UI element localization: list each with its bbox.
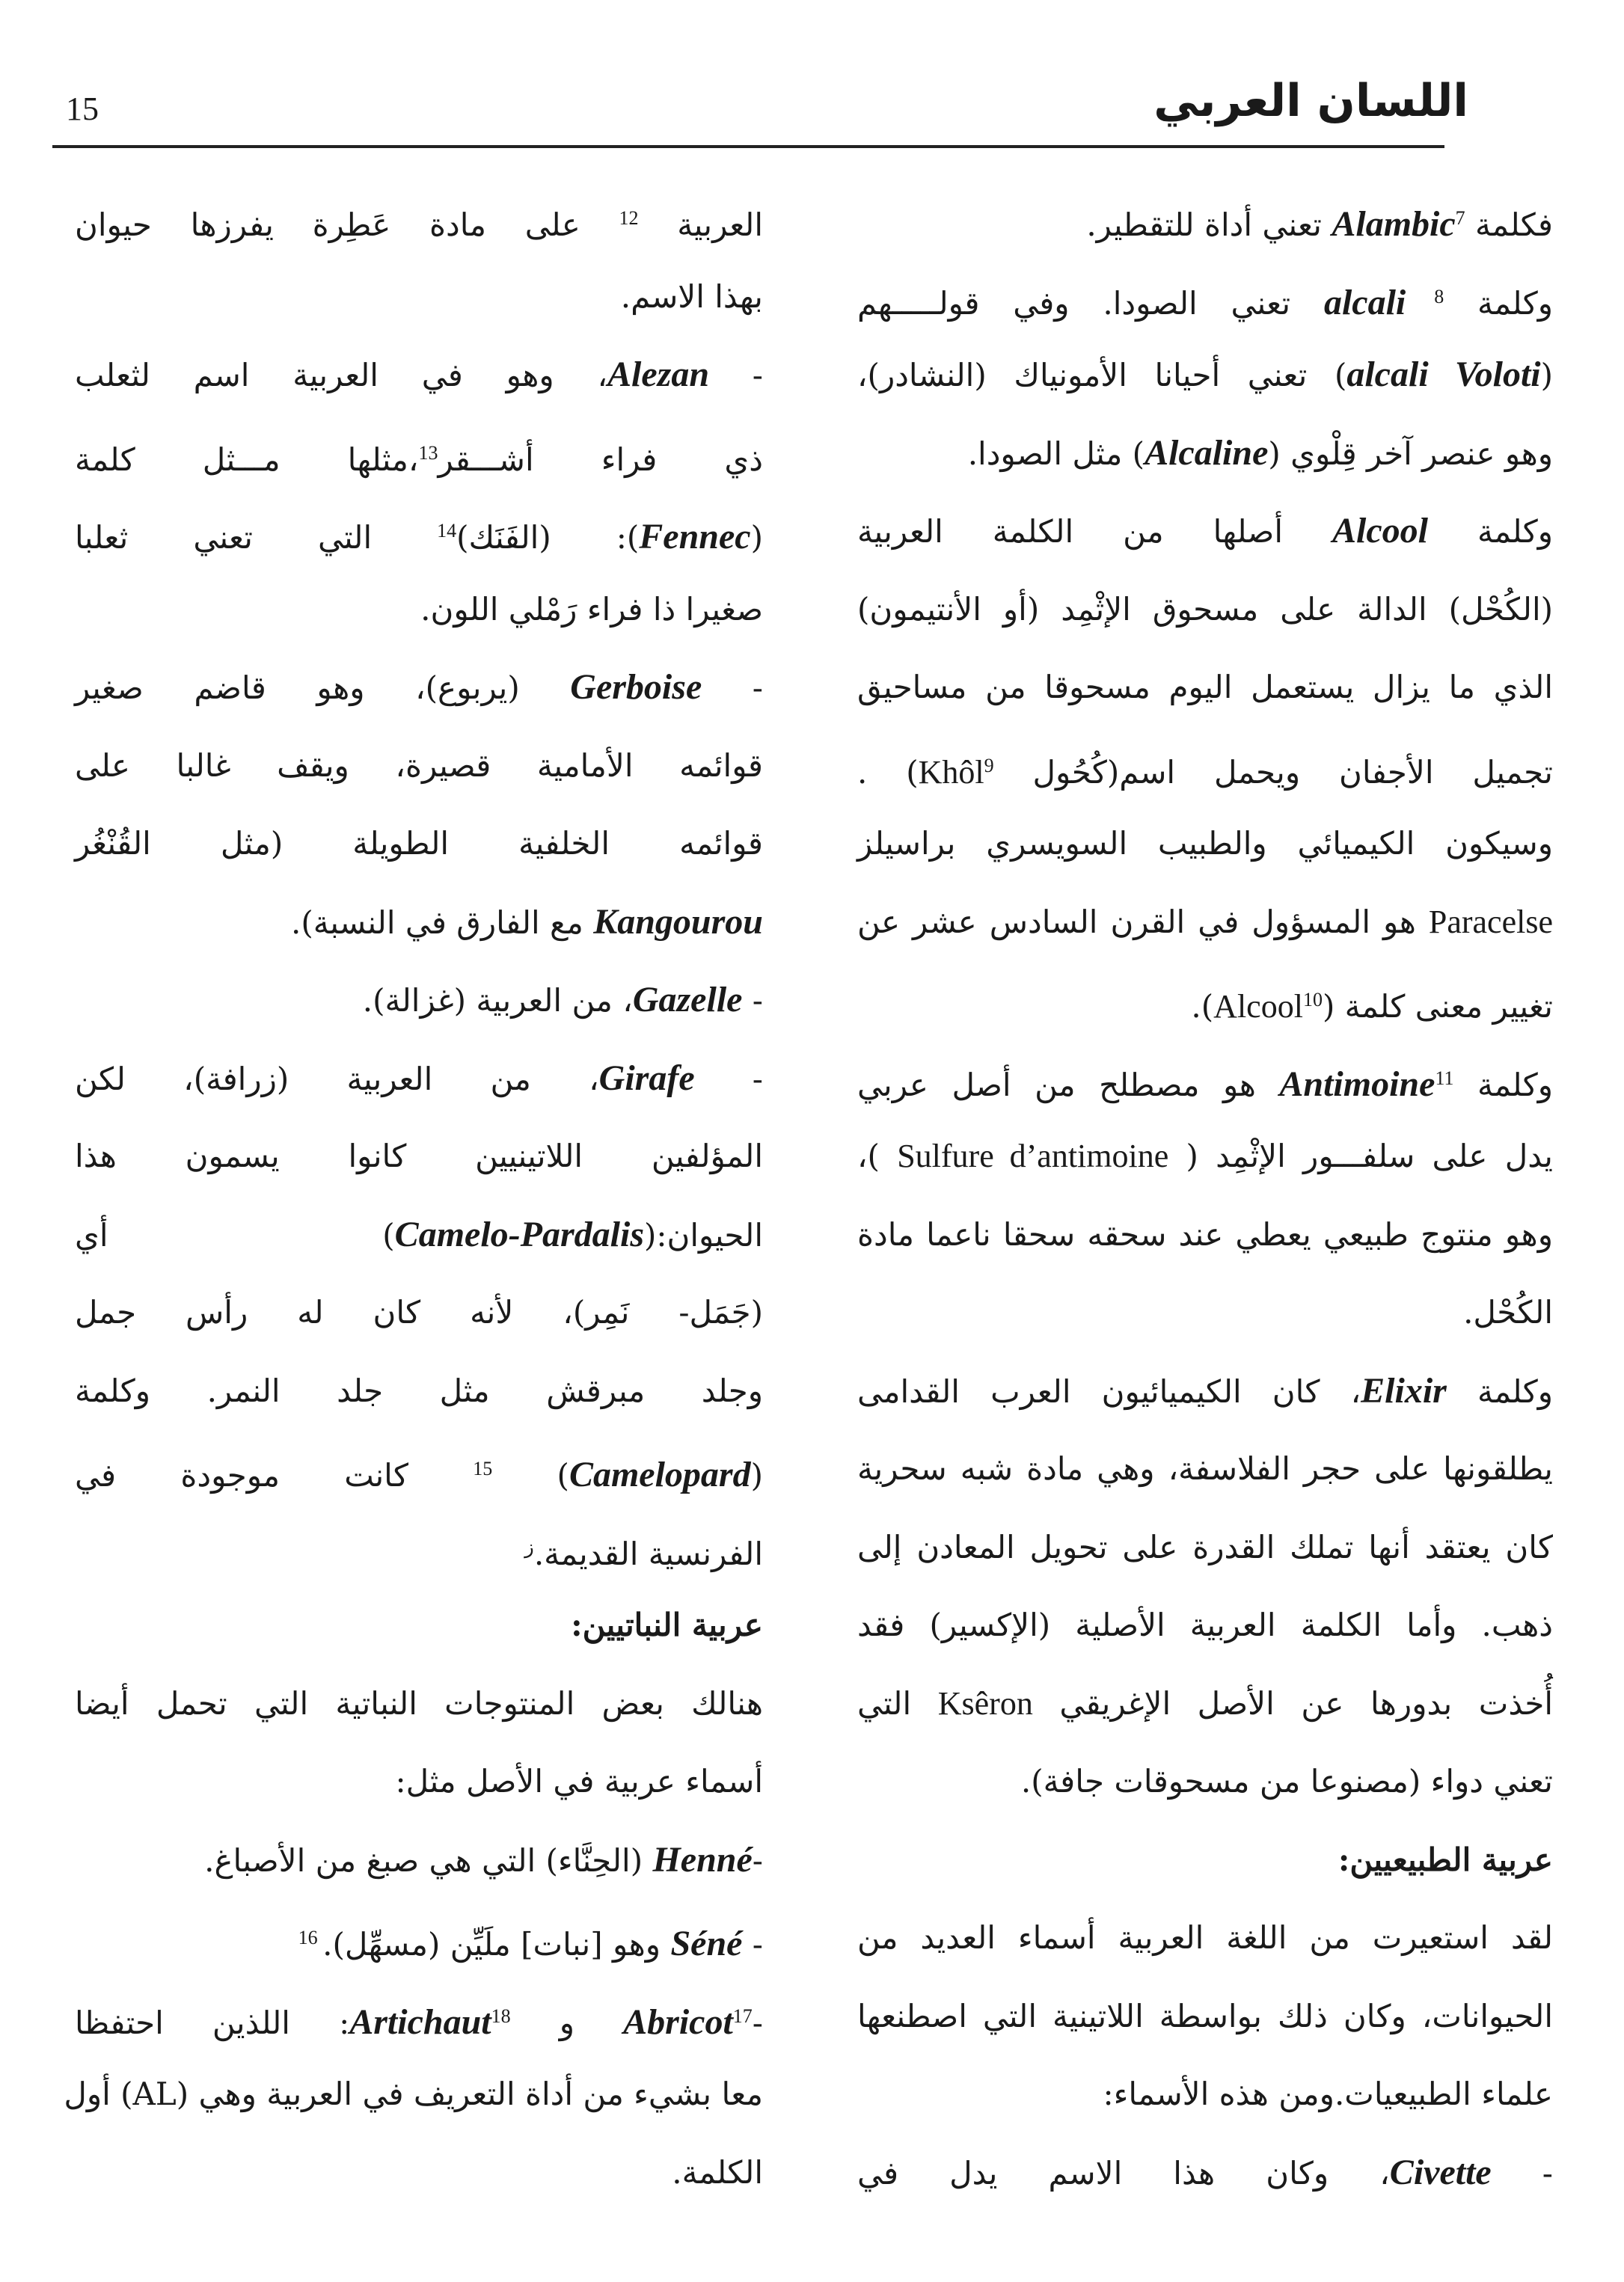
line-text: - (709, 357, 763, 393)
text-line (857, 258, 1553, 337)
line-text: تغيير معنى كلمة ( (1322, 988, 1553, 1025)
line-text: وهو منتوج طبيعي يعطي عند سحقه سحقا ناعما مادة (857, 1215, 1553, 1253)
footnote-ref: 7 (1455, 207, 1465, 229)
line-text: مع الفارق في النسبة). (290, 904, 594, 941)
line-text: وجلد مبرقش مثل جلد النمر. وكلمة (75, 1372, 763, 1409)
line-text: عربية الطبيعيين: (1337, 1841, 1553, 1878)
footnote-ref: 17 (732, 2005, 753, 2027)
latin-term: Alambic (1332, 204, 1456, 244)
text-line (857, 1509, 1553, 1587)
text-line (857, 2134, 1553, 2212)
text-line (857, 1665, 1553, 1743)
line-text: ، وهو في العربية اسم لثعلب (75, 357, 608, 393)
left-column (64, 180, 764, 2212)
footnote-ref: 11 (1435, 1067, 1454, 1089)
line-text: يطلقونها على حجر الفلاسفة، وهي مادة شبه سحرية (857, 1450, 1553, 1487)
text-line (64, 2055, 763, 2134)
line-text: الحيوان:( (644, 1216, 763, 1254)
line-text: (الحِنَّاء) التي هي صبغ من الأصباغ. (204, 1841, 653, 1879)
latin-term: Gazelle (632, 980, 743, 1019)
latin-term: Antimoine (1279, 1064, 1435, 1104)
latin-text: Sulfure d’antimoine (897, 1138, 1169, 1174)
line-text: - (694, 1060, 763, 1097)
page-number: 15 (66, 91, 99, 127)
footnote-ref: 18 (491, 2005, 511, 2027)
line-text: فكلمة (1465, 206, 1553, 243)
line-text: هنالك بعض المنتوجات النباتية التي تحمل أيضا (75, 1684, 763, 1722)
text-line (75, 1509, 763, 1587)
line-text: على مادة عَطِرة يفرزها حيوان (75, 206, 619, 243)
line-text: تعني أداة للتقطير. (1086, 206, 1332, 243)
line-text: وسيكون الكيميائي والطبيب السويسري براسيلز (857, 825, 1553, 862)
latin-term: Girafe (598, 1058, 695, 1098)
line-text: هو المسؤول في القرن السادس عشر عن (857, 903, 1429, 940)
section-heading (75, 1586, 763, 1665)
text-line (857, 1586, 1553, 1665)
text-line (75, 1352, 763, 1431)
latin-term: Artichaut (349, 2002, 491, 2042)
text-line (857, 1352, 1553, 1431)
latin-term: Henné (652, 1839, 753, 1880)
text-line (857, 1978, 1553, 2056)
text-line (75, 1978, 763, 2056)
line-text: ) أي (75, 1216, 395, 1254)
line-text: ( (750, 1457, 763, 1494)
text-line (857, 336, 1553, 414)
journal-title: اللسان العربي (1153, 75, 1468, 127)
line-text: أسماء عربية في الأصل مثل: (395, 1763, 763, 1800)
line-text: الكُحْل. (1463, 1294, 1553, 1331)
line-text: الحيوانات، وكان ذلك بواسطة اللاتينية التي اصطنعها (857, 1997, 1553, 2034)
text-line (75, 805, 763, 883)
text-line (857, 1430, 1553, 1509)
line-text: كان يعتقد أنها تملك القدرة على تحويل المعادن إلى (857, 1528, 1553, 1565)
line-text: تعني دواء (مصنوعا من مسحوقات جافة). (1020, 1763, 1553, 1800)
text-line (75, 336, 763, 414)
line-text: ( (750, 519, 763, 556)
line-text: وهو عنصر آخر قِلْوي ( (1268, 435, 1553, 472)
line-text: ذهب. وأما الكلمة العربية الأصلية (الإكسير) فقد (857, 1607, 1553, 1643)
line-text: وكلمة (1446, 1372, 1553, 1410)
section-heading (857, 1821, 1553, 1900)
line-text: - (1491, 2154, 1553, 2191)
line-text: - (752, 2004, 763, 2041)
line-text: - (742, 982, 763, 1019)
line-text: ، وكان هذا الاسم يدل في (857, 2154, 1390, 2191)
latin-term: Alcaline (1145, 432, 1269, 473)
footnote-ref: 8 (1406, 285, 1444, 307)
line-text: ذي فراء أشـــقر (438, 441, 763, 478)
latin-term: Elixir (1361, 1370, 1447, 1411)
text-line (75, 2134, 763, 2212)
line-text: التي (857, 1684, 938, 1722)
latin-term: Alezan (607, 355, 710, 394)
line-text: هو مصطلح من أصل عربي (857, 1066, 1280, 1103)
footnote-ref: 9 (984, 754, 994, 776)
latin-text: Ksêron (937, 1684, 1033, 1722)
text-line (857, 883, 1553, 962)
line-text: ، من العربية (زرافة)، لكن (75, 1060, 599, 1097)
line-text: ) تعني أحيانا الأمونياك (النشادر)، (857, 357, 1347, 393)
latin-term: alcali (1323, 282, 1406, 322)
line-text: قوائمه الأمامية قصيرة، ويقف غالبا على (75, 746, 763, 784)
line-text: ). (1191, 988, 1214, 1025)
text-line (75, 492, 763, 571)
line-text: )، (857, 1138, 898, 1174)
line-text: ) (492, 1457, 569, 1494)
line-text: الفرنسية القديمة. (533, 1535, 763, 1572)
line-text: كانت موجودة في (75, 1457, 474, 1494)
latin-term: Kangourou (593, 901, 763, 942)
text-line (857, 1274, 1553, 1352)
text-line (857, 2055, 1553, 2134)
text-line (75, 1430, 763, 1509)
text-line (857, 1743, 1553, 1821)
latin-term: Camelo-Pardalis (394, 1214, 644, 1254)
text-line (75, 571, 763, 649)
line-text: وكلمة (1453, 1066, 1553, 1103)
footnote-ref: 12 (619, 207, 639, 229)
text-line (857, 571, 1553, 649)
latin-term: Séné (670, 1924, 743, 1963)
line-text: المؤلفين اللاتينيين كانوا يسمون هذا (75, 1138, 763, 1174)
text-line (75, 727, 763, 806)
text-line (857, 805, 1553, 883)
footnote-ref: 14 (437, 520, 457, 542)
line-text: - (742, 1926, 763, 1963)
text-line (75, 1665, 763, 1743)
text-line (75, 883, 763, 962)
latin-term: Camelopard (569, 1455, 751, 1494)
text-line (75, 648, 763, 727)
line-text: (جَمَل- نَمِر)، لأنه كان له رأس جمل (75, 1294, 763, 1331)
line-text: وكلمة (1428, 513, 1553, 550)
latin-term: alcali Voloti (1346, 355, 1541, 394)
line-text: العربية (638, 206, 763, 243)
text-line (75, 1040, 763, 1118)
footnote-ref: 15 (473, 1458, 493, 1479)
text-line (857, 727, 1553, 806)
text-line (857, 414, 1553, 493)
line-text: وهو [نبات] ملَيِّن (مسهِّل). (322, 1926, 671, 1963)
line-text: التي تعني ثعلبا (75, 519, 438, 556)
right-column (857, 180, 1553, 2212)
line-text: الكلمة. (672, 2153, 763, 2191)
line-text: ، كان الكيميائيون العرب القدامى (857, 1372, 1361, 1410)
line-text: ( (1540, 357, 1554, 393)
line-text: بهذا الاسم. (620, 277, 763, 315)
line-text: صغيرا ذا فراء رَمْلي اللون. (420, 590, 763, 628)
text-line (75, 1117, 763, 1196)
latin-term: Abricot (623, 2002, 733, 2042)
text-line (75, 180, 763, 258)
line-text: ): (الفَنَك) (456, 519, 640, 556)
footnote-ref: 13 (418, 441, 438, 464)
latin-term: Gerboise (570, 667, 702, 707)
line-text: معا بشيء من أداة التعريف في العربية وهي (AL) أول (64, 2076, 763, 2112)
line-text: الذي ما يزال يستعمل اليوم مسحوقا من مساحيق (857, 669, 1553, 705)
latin-term: Alcool (1332, 511, 1428, 550)
text-line (75, 961, 763, 1040)
line-text: - (752, 1841, 763, 1879)
line-text: و (510, 2004, 624, 2041)
footnote-ref: ز (524, 1536, 534, 1558)
text-line (857, 1899, 1553, 1978)
text-line (75, 1899, 763, 1978)
line-text: تعني الصودا. وفي قولـــــهم (857, 284, 1324, 322)
footnote-ref: 10 (1302, 989, 1323, 1010)
line-text: : اللذين احتفظا (75, 2004, 350, 2041)
line-text: تجميل الأجفان ويحمل اسم(كُحُول (993, 753, 1553, 791)
text-line (857, 1196, 1553, 1275)
latin-text: Paracelse (1428, 903, 1553, 940)
line-text: لقد استعيرت من اللغة العربية أسماء العديد من (857, 1919, 1553, 1956)
line-text: أصلها من الكلمة العربية (857, 513, 1332, 550)
line-text: (الكُحْل) الدالة على مسحوق الإثْمِد (أو الأنتيمون) (857, 590, 1553, 628)
line-text: قوائمه الخلفية الطويلة (مثل القُنْغُر (75, 825, 763, 862)
line-text: يدل على سلفـــور الإثْمِد ( (1168, 1138, 1553, 1174)
text-line (75, 258, 763, 337)
text-line (857, 1040, 1553, 1118)
line-text: وكلمة (1444, 284, 1553, 322)
latin-term: Civette (1389, 2152, 1492, 2192)
text-line (75, 1196, 763, 1275)
latin-text: Khôl (918, 753, 984, 791)
text-line (857, 648, 1553, 727)
text-line (75, 414, 763, 493)
text-line (857, 1117, 1553, 1196)
text-line (75, 1274, 763, 1352)
header-rule (52, 145, 1444, 148)
latin-term: Fennec (639, 517, 751, 556)
text-line (75, 1743, 763, 1821)
line-text: عربية النباتيين: (571, 1607, 763, 1643)
text-line (857, 180, 1553, 258)
line-text: أُخذت بدورها عن الأصل الإغريقي (1032, 1684, 1554, 1722)
line-text: ،مثلها مـــثل كلمة (75, 441, 419, 478)
footnote-ref: 16 (298, 1927, 323, 1948)
latin-text: Alcool (1213, 988, 1303, 1025)
line-text: (يربوع)، وهو قاضم صغير (75, 669, 571, 706)
line-text: ) مثل الصودا. (967, 435, 1145, 472)
text-line (75, 1821, 763, 1900)
line-text: ) . (857, 753, 919, 791)
line-text: علماء الطبيعيات.ومن هذه الأسماء: (1103, 2076, 1553, 2112)
line-text: ، من العربية (غزالة). (362, 982, 633, 1019)
text-line (857, 492, 1553, 571)
text-line (857, 961, 1553, 1040)
line-text: - (702, 669, 764, 706)
